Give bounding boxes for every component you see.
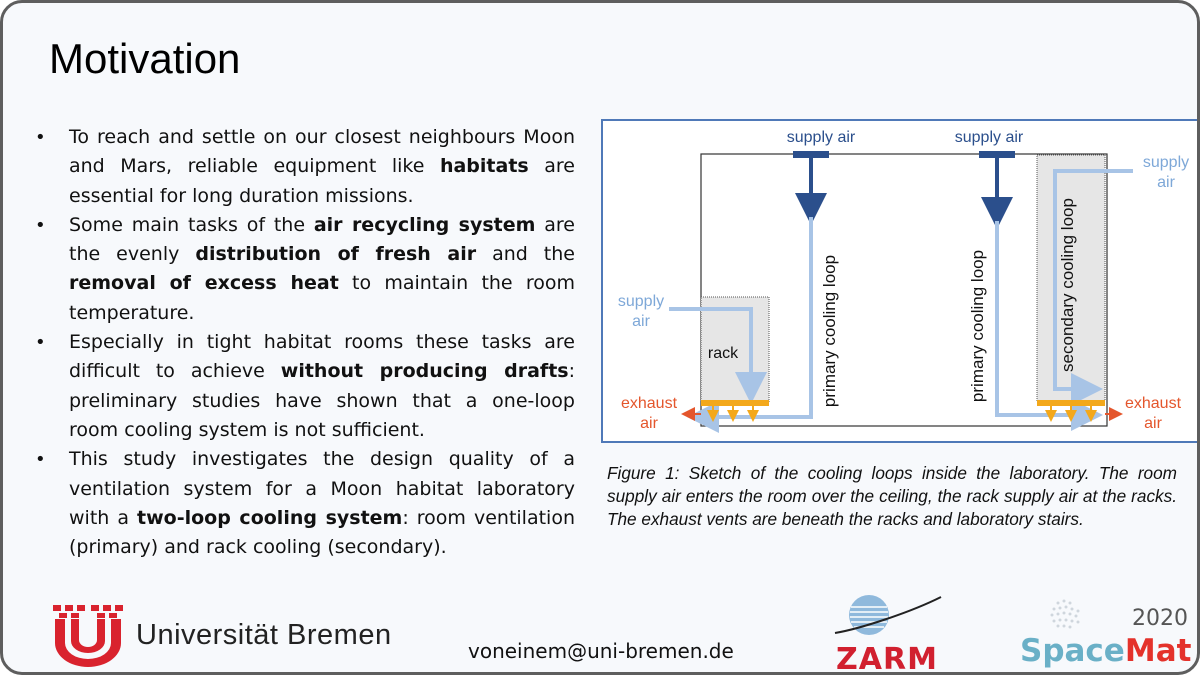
bullet-text: and the (476, 243, 575, 266)
slide-title: Motivation (49, 35, 241, 82)
bullet-item (35, 445, 575, 562)
bullet-text: are the evenly (69, 213, 575, 266)
cooling-loops-figure (601, 119, 1199, 443)
label-supply-left-1: supply (617, 293, 665, 310)
zarm-logo-icon (829, 593, 949, 675)
exhaust-vent-right (1037, 400, 1105, 406)
label-primary-loop-right: primary cooling loop (968, 249, 987, 403)
label-exhaust-left-1: exhaust (620, 395, 678, 412)
spacemat-text: SpaceMat (1020, 633, 1192, 669)
bullet-item (35, 123, 575, 211)
supply-vent-right (979, 151, 1015, 158)
label-supply-left-2: air (632, 313, 650, 330)
label-supply-right-2: air (1157, 174, 1175, 191)
bullet-text: are essential for long duration missions. (69, 155, 575, 207)
contact-email: voneinem@uni-bremen.de (468, 639, 734, 663)
exhaust-vent-left (701, 400, 769, 406)
bullet-text: : preliminary studies have shown that a one-loop room cooling system is not sufficient. (69, 360, 576, 441)
bullet-text: This study investigates the design quality of a ventilation system for a Moon habitat laboratory with a (69, 448, 575, 529)
university-name: Universität Bremen (136, 619, 392, 651)
label-primary-loop-left: primary cooling loop (820, 254, 839, 408)
label-supply-right-1: supply (1142, 154, 1190, 171)
bullet-emphasis: without producing drafts (280, 360, 569, 383)
bullet-text: To reach and settle on our closest neighbours Moon and Mars, reliable equipment like (69, 126, 575, 178)
label-supply-air-top-right: supply air (954, 129, 1024, 146)
bullet-list (35, 123, 575, 562)
bullet-text: to maintain the room temperature. (69, 272, 576, 324)
label-exhaust-left-2: air (640, 415, 658, 432)
bullet-emphasis: removal of excess heat (69, 272, 339, 295)
supply-vent-left (793, 151, 829, 158)
label-supply-air-top-left: supply air (786, 129, 856, 146)
figure-caption: Figure 1: Sketch of the cooling loops inside the laboratory. The room supply air enters the room over the ceiling, the rack supply air at the racks. The exhaust vents are beneath the racks and laboratory stairs. (607, 463, 1177, 529)
label-exhaust-right-1: exhaust (1124, 395, 1182, 412)
cooling-loops-diagram (603, 121, 1200, 445)
bullet-item (35, 328, 575, 445)
bullet-text: Especially in tight habitat rooms these tasks are difficult to achieve (69, 331, 575, 383)
spacemat-logo-icon (1018, 593, 1200, 675)
bullet-emphasis: air recycling system (313, 213, 536, 236)
label-exhaust-right-2: air (1144, 415, 1162, 432)
label-rack: rack (707, 345, 739, 362)
bullet-item (35, 211, 575, 328)
zarm-text: ZARM (836, 642, 938, 675)
spacemat-year: 2020 (1132, 606, 1188, 631)
bullet-emphasis: habitats (439, 155, 529, 178)
bullet-text: Some main tasks of the (69, 213, 314, 236)
uni-bremen-logo-icon (51, 603, 125, 667)
bullet-emphasis: two-loop cooling system (137, 506, 403, 529)
bullet-text: : room ventilation (primary) and rack cooling (secondary). (69, 506, 575, 559)
bullet-emphasis: distribution of fresh air (195, 243, 477, 266)
label-secondary-loop: secondary cooling loop (1058, 198, 1077, 372)
